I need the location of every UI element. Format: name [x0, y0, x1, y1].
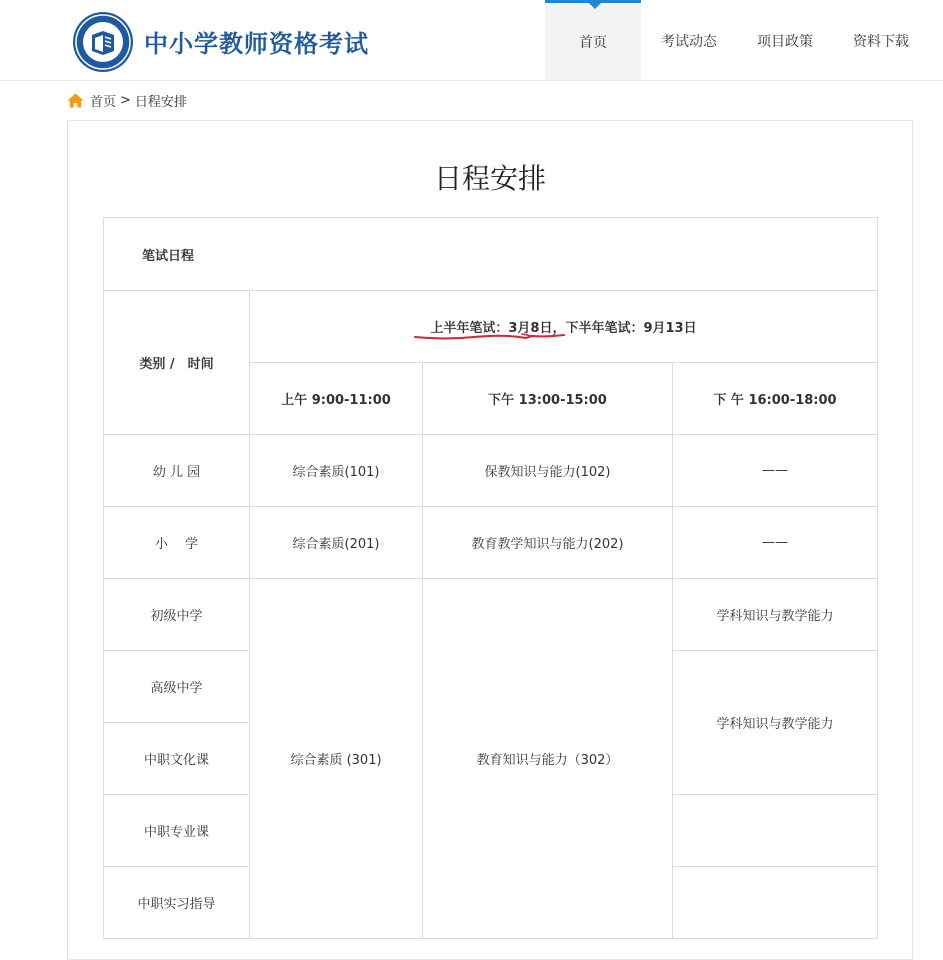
exam-dates-cell [250, 291, 878, 363]
category-time-header: 类别 / 时间 [104, 291, 250, 435]
category-label: 中职实习指导 [104, 867, 250, 939]
table-row [104, 291, 878, 363]
table-row [104, 507, 878, 579]
category-label: 高级中学 [104, 651, 250, 723]
subject-cell: 综合素质(201) [250, 507, 423, 579]
nav-item-downloads[interactable] [833, 0, 929, 80]
period-afternoon: 下午 13:00-15:00 [423, 363, 673, 435]
subject-cell: 综合素质 (301) [250, 579, 423, 939]
subject-cell: 学科知识与教学能力 [673, 651, 878, 795]
nav-item-home[interactable] [545, 0, 641, 80]
nav-item-label: 资料下载 [853, 34, 909, 50]
red-underline-annotation [414, 331, 566, 343]
period-morning: 上午 9:00-11:00 [250, 363, 423, 435]
nav-item-exam-news[interactable] [641, 0, 737, 80]
site-logo-icon[interactable] [72, 11, 134, 73]
section-title: 笔试日程 [104, 218, 878, 291]
exam-dates [430, 317, 696, 336]
breadcrumb-home-link[interactable]: 首页 [90, 94, 117, 110]
category-label: 中职文化课 [104, 723, 250, 795]
period-late-afternoon: 下 午 16:00-18:00 [673, 363, 878, 435]
nav-item-label: 项目政策 [757, 34, 813, 50]
breadcrumb-separator: > [120, 92, 131, 108]
site-title[interactable]: 中小学教师资格考试 [144, 30, 369, 58]
breadcrumb-current: 日程安排 [134, 94, 187, 110]
nav-item-policy[interactable] [737, 0, 833, 80]
page-title: 日程安排 [433, 162, 546, 195]
subject-cell: 综合素质(101) [250, 435, 423, 507]
nav-item-label: 考试动态 [661, 34, 717, 50]
exam-dates-text: 上半年笔试：3月8日，下半年笔试：9月13日 [430, 321, 697, 336]
subject-cell-empty [673, 795, 878, 867]
subject-cell: 教育知识与能力（302） [423, 579, 673, 939]
subject-cell: 保教知识与能力(102) [423, 435, 673, 507]
category-label: 幼 儿 园 [104, 435, 250, 507]
active-indicator-icon [589, 3, 601, 9]
category-label: 初级中学 [104, 579, 250, 651]
subject-cell: —— [673, 507, 878, 579]
nav-item-label: 首页 [579, 35, 607, 51]
subject-cell: 学科知识与教学能力 [673, 579, 878, 651]
site-header [0, 0, 943, 81]
category-label: 中职专业课 [104, 795, 250, 867]
breadcrumb [67, 90, 187, 110]
table-row [104, 579, 878, 651]
category-label: 小 学 [104, 507, 250, 579]
subject-cell: 教育教学知识与能力(202) [423, 507, 673, 579]
exam-schedule-table [103, 217, 878, 939]
subject-cell: —— [673, 435, 878, 507]
subject-cell-empty [673, 867, 878, 939]
table-row [104, 435, 878, 507]
table-row [104, 218, 878, 291]
home-icon [67, 93, 84, 108]
